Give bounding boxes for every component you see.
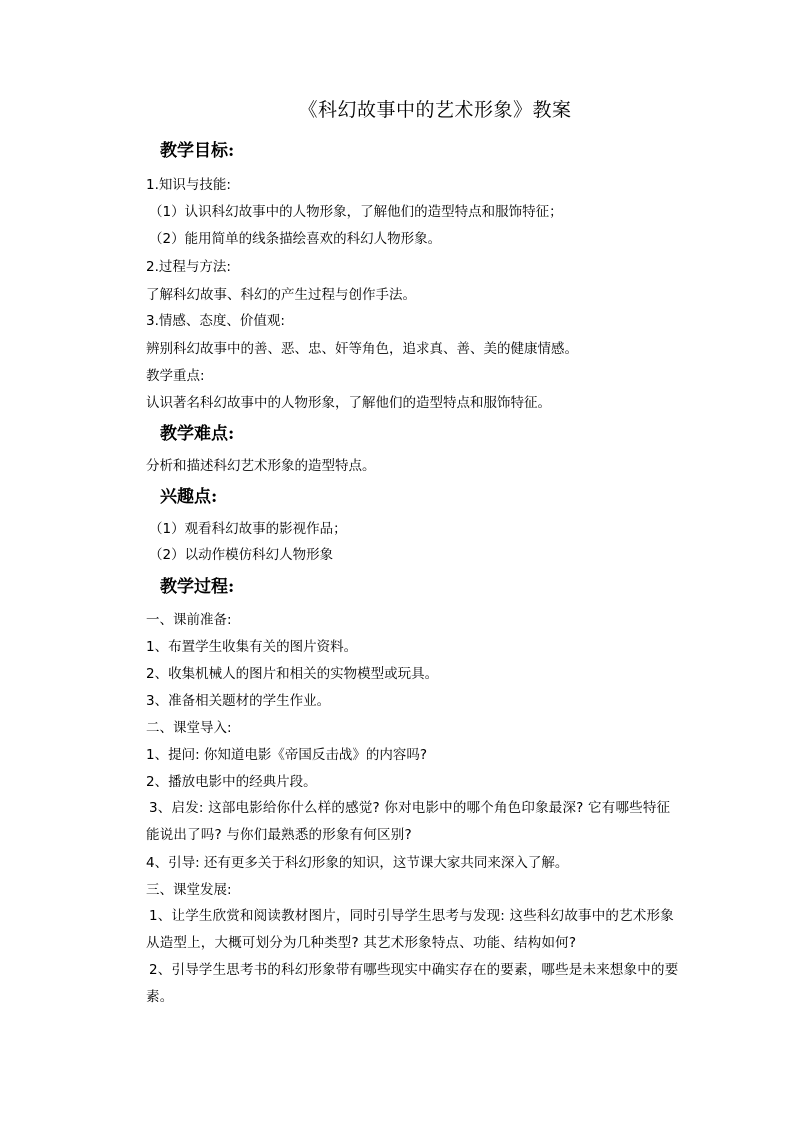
difficulty-text: 分析和描述科幻艺术形象的造型特点。 [146,458,376,474]
knowledge-label: 1.知识与技能: [146,177,231,193]
prep-item-2: 2、收集机械人的图片和相关的实物模型或玩具。 [146,666,439,682]
prep-item-1: 1、布置学生收集有关的图片资料。 [146,639,358,655]
develop-item-2: 2、引导学生思考书的科幻形象带有哪些现实中确实存在的要素，哪些是未来想象中的要素。 [146,962,679,1005]
prep-item-3: 3、准备相关题材的学生作业。 [146,693,331,709]
focus-label: 教学重点: [146,368,205,384]
knowledge-item-1: （1）认识科幻故事中的人物形象，了解他们的造型特点和服饰特征； [149,204,563,220]
intro-item-3: 3、启发: 这部电影给你什么样的感觉? 你对电影中的哪个角色印象最深? 它有哪些特征能说出了吗? 与你们最熟悉的形象有何区别? [146,800,671,843]
emotion-text: 辨别科幻故事中的善、恶、忠、奸等角色，追求真、善、美的健康情感。 [146,341,578,357]
develop-item-1: 1、让学生欣赏和阅读教材图片，同时引导学生思考与发现: 这些科幻故事中的艺术形象从造型上，大概可划分为几种类型? 其艺术形象特点、功能、结构如何? [146,908,674,951]
page-title-text: 《科幻故事中的艺术形象》教案 [298,99,572,121]
section-heading-process: 教学过程: [160,577,235,597]
knowledge-item-2: （2）能用简单的线条描绘喜欢的科幻人物形象。 [149,231,442,247]
section-heading-interest: 兴趣点: [160,487,218,507]
intro-item-1: 1、提问: 你知道电影《帝国反击战》的内容吗? [146,747,428,763]
prep-label: 一、课前准备: [146,612,232,628]
process-label: 2.过程与方法: [146,259,231,275]
interest-item-1: （1）观看科幻故事的影视作品； [149,521,347,537]
emotion-label: 3.情感、态度、价值观: [146,313,285,329]
interest-item-2: （2）以动作模仿科幻人物形象 [149,547,334,563]
page-title [26,98,794,122]
develop-label: 三、课堂发展: [146,882,232,898]
intro-item-2: 2、播放电影中的经典片段。 [146,774,317,790]
process-text: 了解科幻故事、科幻的产生过程与创作手法。 [146,287,416,303]
section-heading-difficulty: 教学难点: [160,424,235,444]
section-heading-goals: 教学目标: [160,141,235,161]
intro-item-4: 4、引导: 还有更多关于科幻形象的知识，这节课大家共同来深入了解。 [146,855,569,871]
focus-text: 认识著名科幻故事中的人物形象，了解他们的造型特点和服饰特征。 [146,395,551,411]
intro-label: 二、课堂导入: [146,720,232,736]
